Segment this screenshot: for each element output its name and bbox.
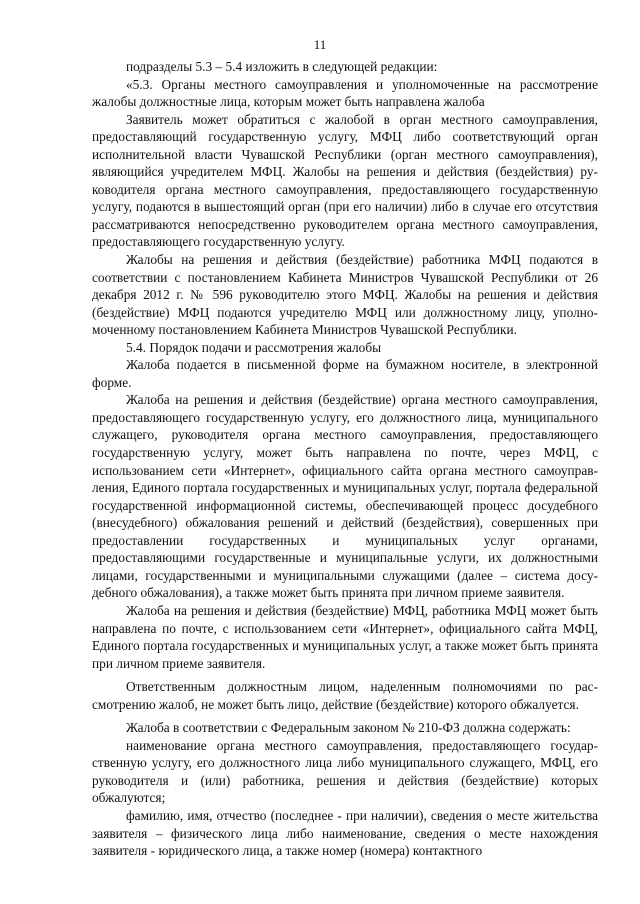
paragraph: Жалоба на решения и действия (бездействие) МФЦ, работника МФЦ может быть направлена по почте, с использованием сети «Интернет», официального сайта МФЦ, Единого портала государственных и муниципальных услуг, а также может быть принята при личном приеме заявителя. xyxy=(92,602,598,671)
paragraph: 5.4. Порядок подачи и рассмотрения жалобы xyxy=(126,339,382,355)
paragraph: Жалоба в соответствии с Федеральным законом № 210-ФЗ должна содержать: xyxy=(126,720,571,736)
paragraph: Жалобы на решения и действия (бездействие) работника МФЦ подаются в соответствии с постановлением Кабинета Министров Чувашской Республики от 26 декабря 2012 г. № 596 руководителю этого МФЦ. Жалобы на решения и действия (бездействие) МФЦ подаются учредителю МФЦ или должностному лицу, уполномоченному постановлением Кабинета Министров Чувашской Республики. xyxy=(92,252,598,338)
paragraph: подразделы 5.3 – 5.4 изложить в следующей редакции: xyxy=(126,59,438,74)
paragraph: фамилию, имя, отчество (последнее - при наличии), сведения о месте жительства заявителя – физического лица либо наименование, сведения о месте нахождения заявителя - юридического лица, а также номер (номера) контактного xyxy=(92,807,598,859)
paragraph: Жалоба на решения и действия (бездействие) органа местного самоуправления, предоставляющего государственную услугу, его должностного лица, муниципального служащего, руководителя органа местного самоуправления, предоставляющего государственную услугу, может быть направлена по почте, через МФЦ, с использованием сети «Интернет», официального сайта органа местного самоуправления, Единого портала государственных и муниципальных услуг, портала федеральной государственной информационной системы, обеспечивающей процесс досудебного (внесудебного) обжалования решений и действий (бездействия), совершенных при предоставлении государственных и муниципальных услуг органами, предоставляющими государственные и муниципальные услуги, их должностными лицами, государственными и муниципальными служащими (далее – система досудебного обжалования), а также может быть принята при личном приеме заявителя. xyxy=(92,392,598,601)
paragraph: Заявитель может обратиться с жалобой в орган местного самоуправления, предоставляющий государственную услугу, МФЦ либо соответствующий орган исполнительной власти Чувашской Республики (орган местного самоуправления), являющийся учредителем МФЦ. Жалобы на решения и действия (бездействия) руководителя органа местного самоуправления, предоставляющего государственную услугу, подаются в вышестоящий орган (при его наличии) либо в случае его отсутствия рассматриваются непосредственно руководителем органа местного самоуправления, предоставляющего государственную услугу. xyxy=(92,111,598,250)
document-body xyxy=(92,58,598,860)
paragraph: Ответственным должностным лицом, наделенным полномочиями по рассмотрению жалоб, не может быть лицо, действие (бездействие) которого обжалуется. xyxy=(92,679,598,712)
paragraph: наименование органа местного самоуправления, предоставляющего государственную услугу, его должностного лица либо муниципального служащего, МФЦ, его руководителя и (или) работника, решения и действия (бездействие) которых обжалуются; xyxy=(92,737,598,806)
page-number: 11 xyxy=(313,37,327,52)
paragraph: «5.3. Органы местного самоуправления и уполномоченные на рассмотрение жалобы должностные лица, которым может быть направлена жалоба xyxy=(92,76,598,110)
paragraph: Жалоба подается в письменной форме на бумажном носителе, в электронной форме. xyxy=(92,357,598,390)
